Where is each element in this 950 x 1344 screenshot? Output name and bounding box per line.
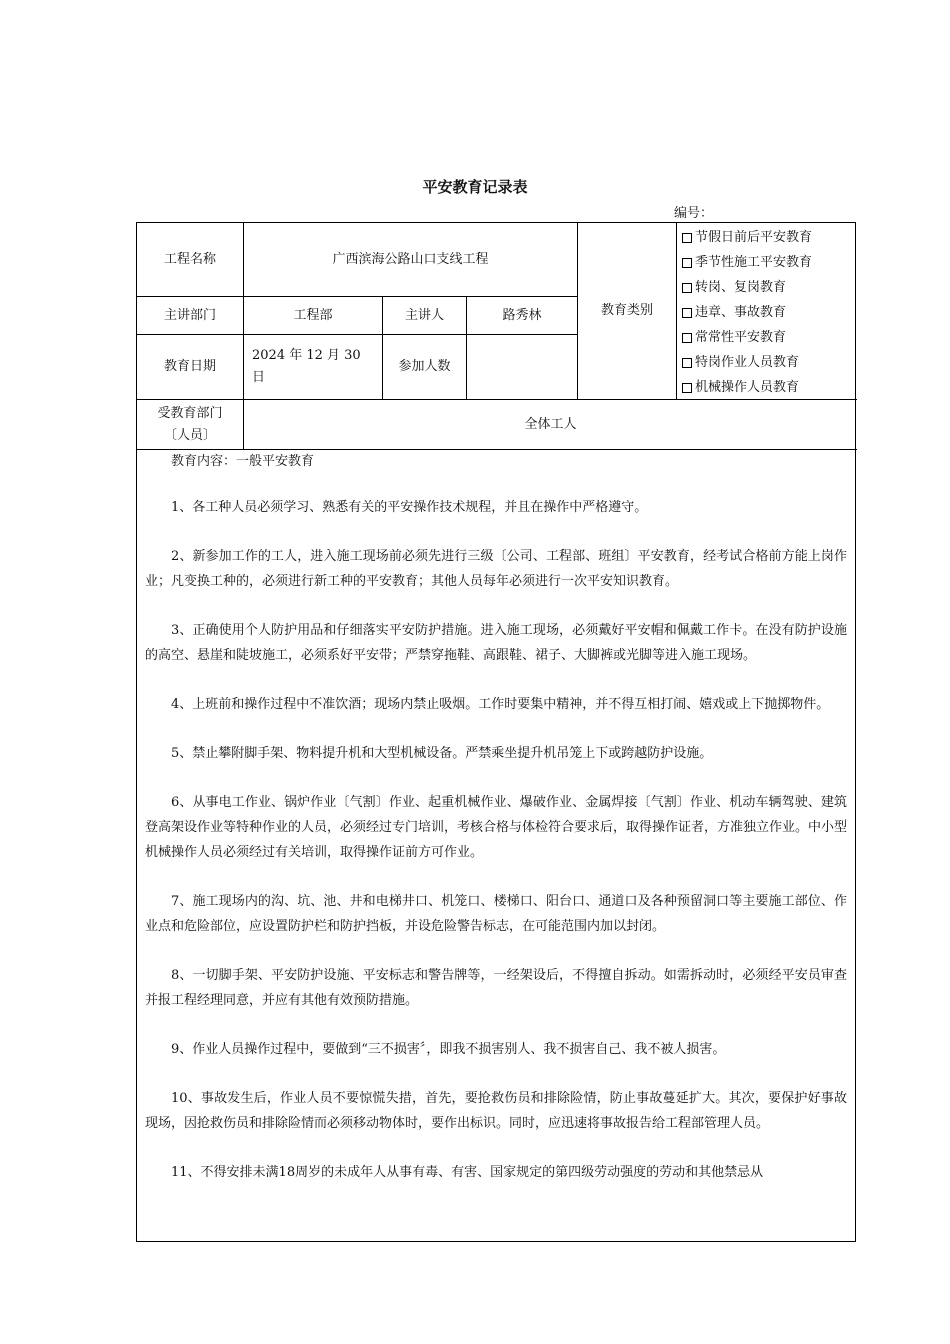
content-item: 9、作业人员操作过程中，要做到“三不损害〞，即我不损害别人、我不损害自己、我不被人损害。 (171, 1042, 726, 1057)
category-option[interactable] (682, 275, 857, 300)
checkbox-icon[interactable] (682, 233, 692, 243)
dept-label: 主讲部门 (163, 307, 216, 323)
category-label: 教育类别 (600, 303, 653, 318)
participants-value (467, 335, 577, 399)
category-option[interactable] (682, 300, 857, 325)
content-item: 6、从事电工作业、锅炉作业〔气割〕作业、起重机械作业、爆破作业、金属焊接〔气割〕作业、机动车辆驾驶、建筑登高架设作业等特种作业的人员，必须经过专门培训，考核合格与体检符合要求后，取得操作证者，方准独立作业。中小型机械操作人员必须经过有关培训，取得操作证前方可作业。 (145, 795, 848, 860)
speaker-value: 路秀林 (502, 307, 542, 323)
category-option[interactable] (682, 325, 857, 350)
content-item: 3、正确使用个人防护用品和仔细落实平安防护措施。进入施工现场，必须戴好平安帽和佩戴工作卡。在没有防护设施的高空、悬崖和陡坡施工，必须系好平安带；严禁穿拖鞋、高跟鞋、裙子、大脚裤或光脚等进入施工现场。 (145, 623, 847, 663)
category-option-label: 季节性施工平安教育 (695, 255, 813, 270)
content-item: 2、新参加工作的工人，进入施工现场前必须先进行三级〔公司、工程部、班组〕平安教育，经考试合格前方能上岗作业；凡变换工种的，必须进行新工种的平安教育；其他人员每年必须进行一次平安知识教育。 (145, 549, 847, 589)
category-option-label: 转岗、复岗教育 (695, 280, 787, 295)
content-intro: 教育内容：一般平安教育 (171, 454, 315, 469)
category-option-label: 机械操作人员教育 (695, 380, 800, 395)
recipient-label-line1: 受教育部门 (157, 405, 223, 421)
content-item: 4、上班前和操作过程中不准饮酒；现场内禁止吸烟。工作时要集中精神，并不得互相打闹、嬉戏或上下抛掷物件。 (171, 697, 830, 712)
content-item: 11、不得安排未满18周岁的未成年人从事有毒、有害、国家规定的第四级劳动强度的劳动和其他禁忌从 (171, 1165, 764, 1180)
dept-value: 工程部 (293, 307, 333, 323)
checkbox-icon[interactable] (682, 383, 692, 393)
category-option-label: 节假日前后平安教育 (695, 230, 813, 245)
category-list (682, 225, 857, 400)
date-label: 教育日期 (163, 359, 216, 374)
record-form (136, 222, 856, 1242)
project-name-value: 广西滨海公路山口支线工程 (332, 251, 489, 267)
checkbox-icon[interactable] (682, 308, 692, 318)
content-item: 7、施工现场内的沟、坑、池、井和电梯井口、机笼口、楼梯口、阳台口、通道口及各种预留洞口等主要施工部位、作业点和危险部位，应设置防护栏和防护挡板，并设危险警告标志，在可能范围内加以封闭。 (145, 894, 847, 934)
recipient-label (137, 400, 243, 449)
speaker-label: 主讲人 (404, 307, 444, 323)
project-name-label: 工程名称 (163, 251, 216, 267)
category-option[interactable] (682, 250, 857, 275)
serial-number-label: 编号： (674, 206, 714, 221)
checkbox-icon[interactable] (682, 333, 692, 343)
content-item: 5、禁止攀附脚手架、物料提升机和大型机械设备。严禁乘坐提升机吊笼上下或跨越防护设施。 (171, 746, 713, 761)
checkbox-icon[interactable] (682, 258, 692, 268)
date-value: 2024 年 12 月 30 日 (252, 348, 361, 385)
content-item: 8、一切脚手架、平安防护设施、平安标志和警告牌等，一经架设后，不得擅自拆动。如需拆动时，必须经平安员审查并报工程经理同意，并应有其他有效预防措施。 (145, 968, 847, 1008)
category-option[interactable] (682, 375, 857, 400)
document-title: 平安教育记录表 (422, 178, 528, 196)
category-option[interactable] (682, 350, 857, 375)
content-item: 10、事故发生后，作业人员不要惊慌失措，首先，要抢救伤员和排除险情，防止事故蔓延扩大。其次，要保护好事故现场，因抢救伤员和排除险情而必须移动物体时，要作出标识。同时，应迅速将事故报告给工程部管理人员。 (145, 1091, 847, 1131)
education-content (145, 449, 847, 1209)
category-option[interactable] (682, 225, 857, 250)
content-item: 1、各工种人员必须学习、熟悉有关的平安操作技术规程，并且在操作中严格遵守。 (171, 500, 648, 515)
category-option-label: 常常性平安教育 (695, 330, 787, 345)
checkbox-icon[interactable] (682, 283, 692, 293)
recipient-value: 全体工人 (524, 416, 577, 432)
checkbox-icon[interactable] (682, 358, 692, 368)
participants-label: 参加人数 (398, 359, 451, 374)
recipient-label-line2: 〔人员〕 (163, 427, 216, 443)
category-option-label: 违章、事故教育 (695, 305, 787, 320)
category-option-label: 特岗作业人员教育 (695, 355, 800, 370)
col-divider (676, 223, 677, 399)
